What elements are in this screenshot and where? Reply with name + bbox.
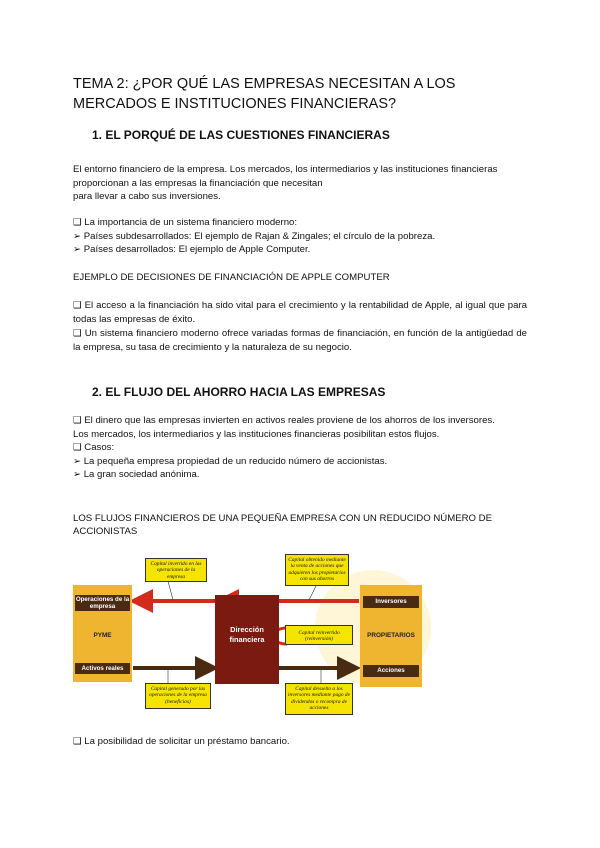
shares-label: Acciones [363,665,419,677]
list-item: Los mercados, los intermediarios y las instituciones financieras posibilitan estos flujos. [73,428,440,440]
note-reinvested: Capital reinvertido (reinversión) [285,625,353,645]
owners-box [360,585,422,687]
list-item: ➢ Países desarrollados: El ejemplo de Apple Computer. [73,244,311,256]
list-item: ❑ El dinero que las empresas invierten en activos reales proviene de los ahorros de los inversores. [73,415,495,426]
section1-heading: 1. EL PORQUÉ DE LAS CUESTIONES FINANCIERAS [92,128,390,142]
real-assets-label: Activos reales [75,663,130,674]
closing-line: ❑ La posibilidad de solicitar un préstamo bancario. [73,736,290,747]
financial-management-label: Dirección financiera [229,625,265,644]
owners-label: PROPIETARIOS [367,632,415,639]
investors-label: Inversores [363,596,419,608]
note-capital-invested: Capital invertido en las operaciones de la empresa [145,558,207,582]
list-item: ➢ La pequeña empresa propiedad de un reducido número de accionistas. [73,455,388,467]
note-capital-generated: Capital generado por las operaciones de la empresa (beneficios) [145,683,211,709]
intro-line: para llevar a cabo sus inversiones. [73,191,221,203]
paragraph: ❑ Un sistema financiero moderno ofrece variadas formas de financiación, en función de la antigüedad de la empresa, su tasa de crecimiento y la naturaleza de su negocio. [73,328,527,353]
section1-intro [73,163,533,204]
financial-flow-diagram [73,548,527,720]
note-capital-obtained: Capital obtenido mediante la venta de acciones que adquieren los propietarios con sus ahorros [285,554,349,586]
note-capital-returned: Capital devuelto a los inversores mediante pago de dividendos o recompra de acciones [285,683,353,715]
example-title: EJEMPLO DE DECISIONES DE FINANCIACIÓN DE APPLE COMPUTER [73,272,390,283]
list-item: ❑ La importancia de un sistema financiero moderno: [73,217,298,228]
pyme-label: PYME [93,632,112,639]
figure-title: LOS FLUJOS FINANCIEROS DE UNA PEQUEÑA EMPRESA CON UN REDUCIDO NÚMERO DE ACCIONISTAS [73,513,492,537]
list-item: ❑ Casos: [73,442,115,454]
section1-list [73,216,533,257]
paragraph: ❑ El acceso a la financiación ha sido vital para el crecimiento y la rentabilidad de Apple, al igual que para todas las empresas de éxito. [73,300,527,325]
section2-body [73,414,533,482]
list-item: ➢ La gran sociedad anónima. [73,469,200,481]
operations-label: Operaciones de la empresa [75,596,130,610]
intro-line: El entorno financiero de la empresa. Los mercados, los intermediarios y las instituciones financieras [73,164,498,175]
list-item: ➢ Países subdesarrollados: El ejemplo de Rajan & Zingales; el círculo de la pobreza. [73,230,436,242]
pyme-box [73,585,132,682]
document-title: TEMA 2: ¿POR QUÉ LAS EMPRESAS NECESITAN A LOS MERCADOS E INSTITUCIONES FINANCIERAS? [73,76,456,112]
financial-management-box [215,595,279,684]
section2-heading: 2. EL FLUJO DEL AHORRO HACIA LAS EMPRESAS [92,385,386,399]
intro-line: proporcionan a las empresas la financiación que necesitan [73,177,323,189]
